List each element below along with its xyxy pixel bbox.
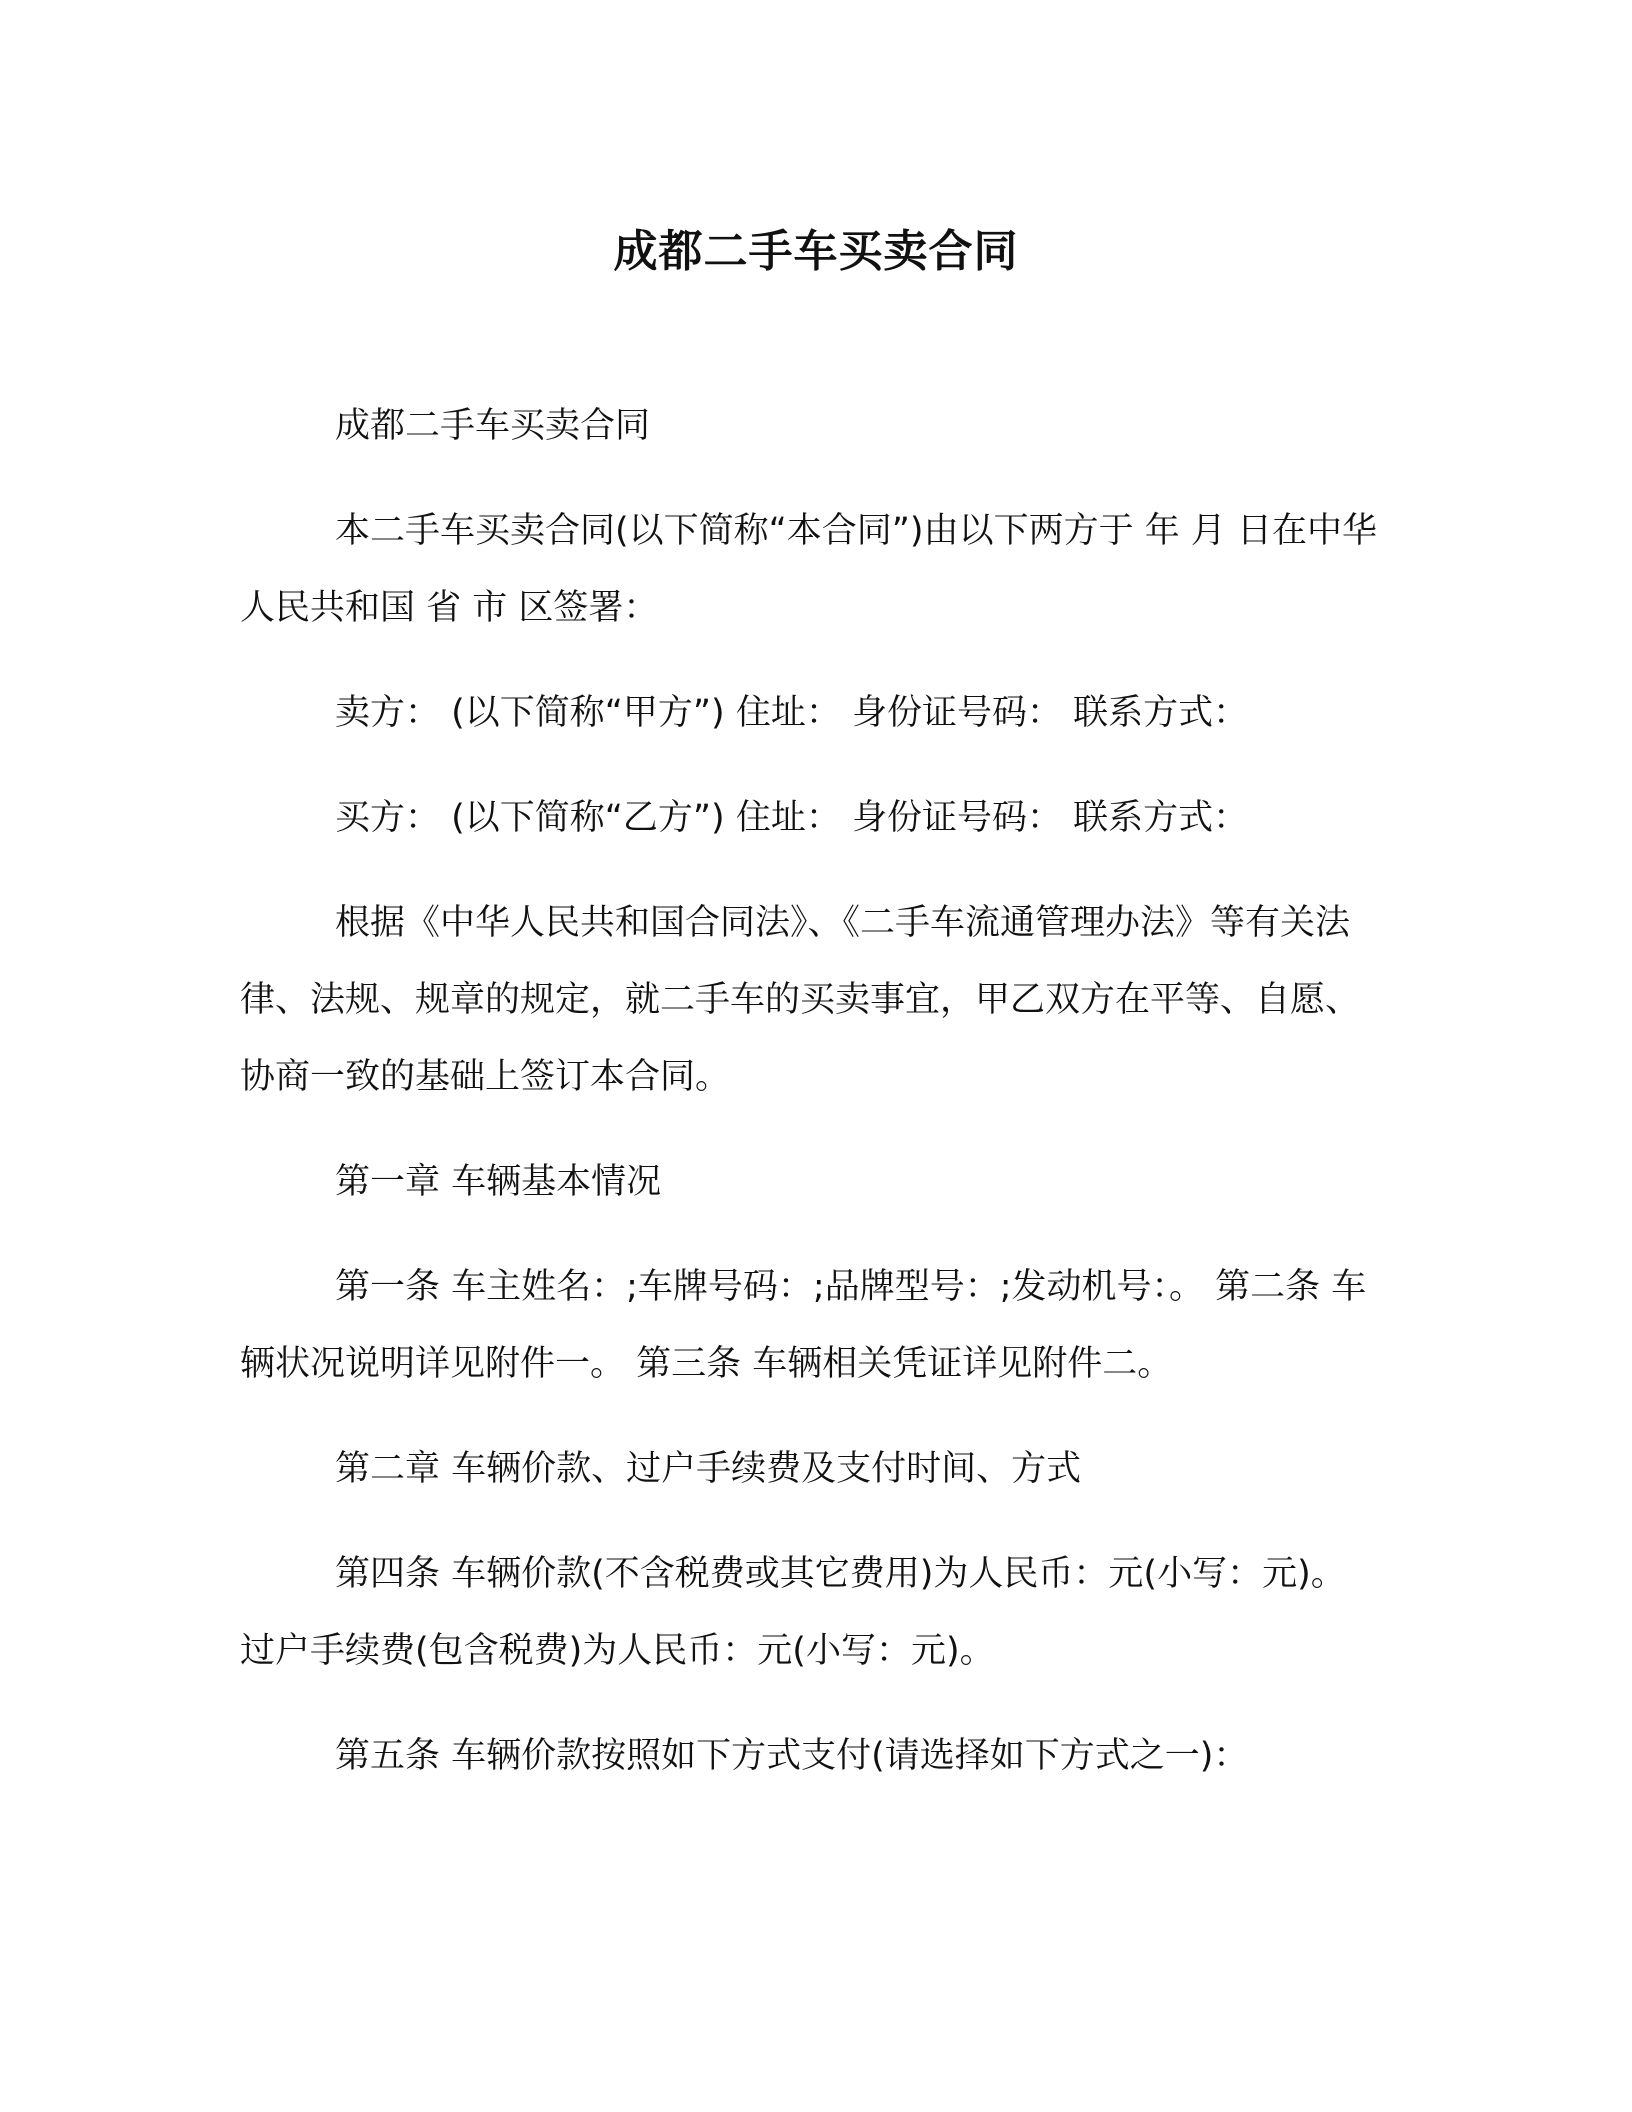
article-4: 第四条 车辆价款(不含税费或其它费用)为人民币：元(小写：元)。过户手续费(包含税费)为人民币：元(小写：元)。 (240, 1554, 1346, 1671)
chapter-1-heading: 第一章 车辆基本情况 (335, 1162, 662, 1202)
document-body (240, 388, 1380, 1823)
article-5: 第五条 车辆价款按照如下方式支付(请选择如下方式之一)： (335, 1736, 1249, 1776)
paragraph-legal-basis: 根据《中华人民共和国合同法》、《二手车流通管理办法》等有关法律、法规、规章的规定，就二手车的买卖事宜，甲乙双方在平等、自愿、协商一致的基础上签订本合同。 (240, 903, 1361, 1097)
chapter-2-heading: 第二章 车辆价款、过户手续费及支付时间、方式 (335, 1449, 1082, 1489)
paragraph-subtitle: 成都二手车买卖合同 (335, 406, 651, 446)
paragraph-seller: 卖方： (以下简称“甲方”) 住址： 身份证号码： 联系方式： (335, 693, 1249, 733)
paragraph-buyer: 买方： (以下简称“乙方”) 住址： 身份证号码： 联系方式： (335, 798, 1249, 838)
paragraph-preamble: 本二手车买卖合同(以下简称“本合同”)由以下两方于 年 月 日在中华人民共和国 省 市 区签署： (240, 511, 1377, 628)
document-title: 成都二手车买卖合同 (613, 226, 1019, 277)
articles-1-3: 第一条 车主姓名：;车牌号码：;品牌型号：;发动机号：。 第二条 车辆状况说明详见附件一。 第三条 车辆相关凭证详见附件二。 (240, 1267, 1367, 1384)
